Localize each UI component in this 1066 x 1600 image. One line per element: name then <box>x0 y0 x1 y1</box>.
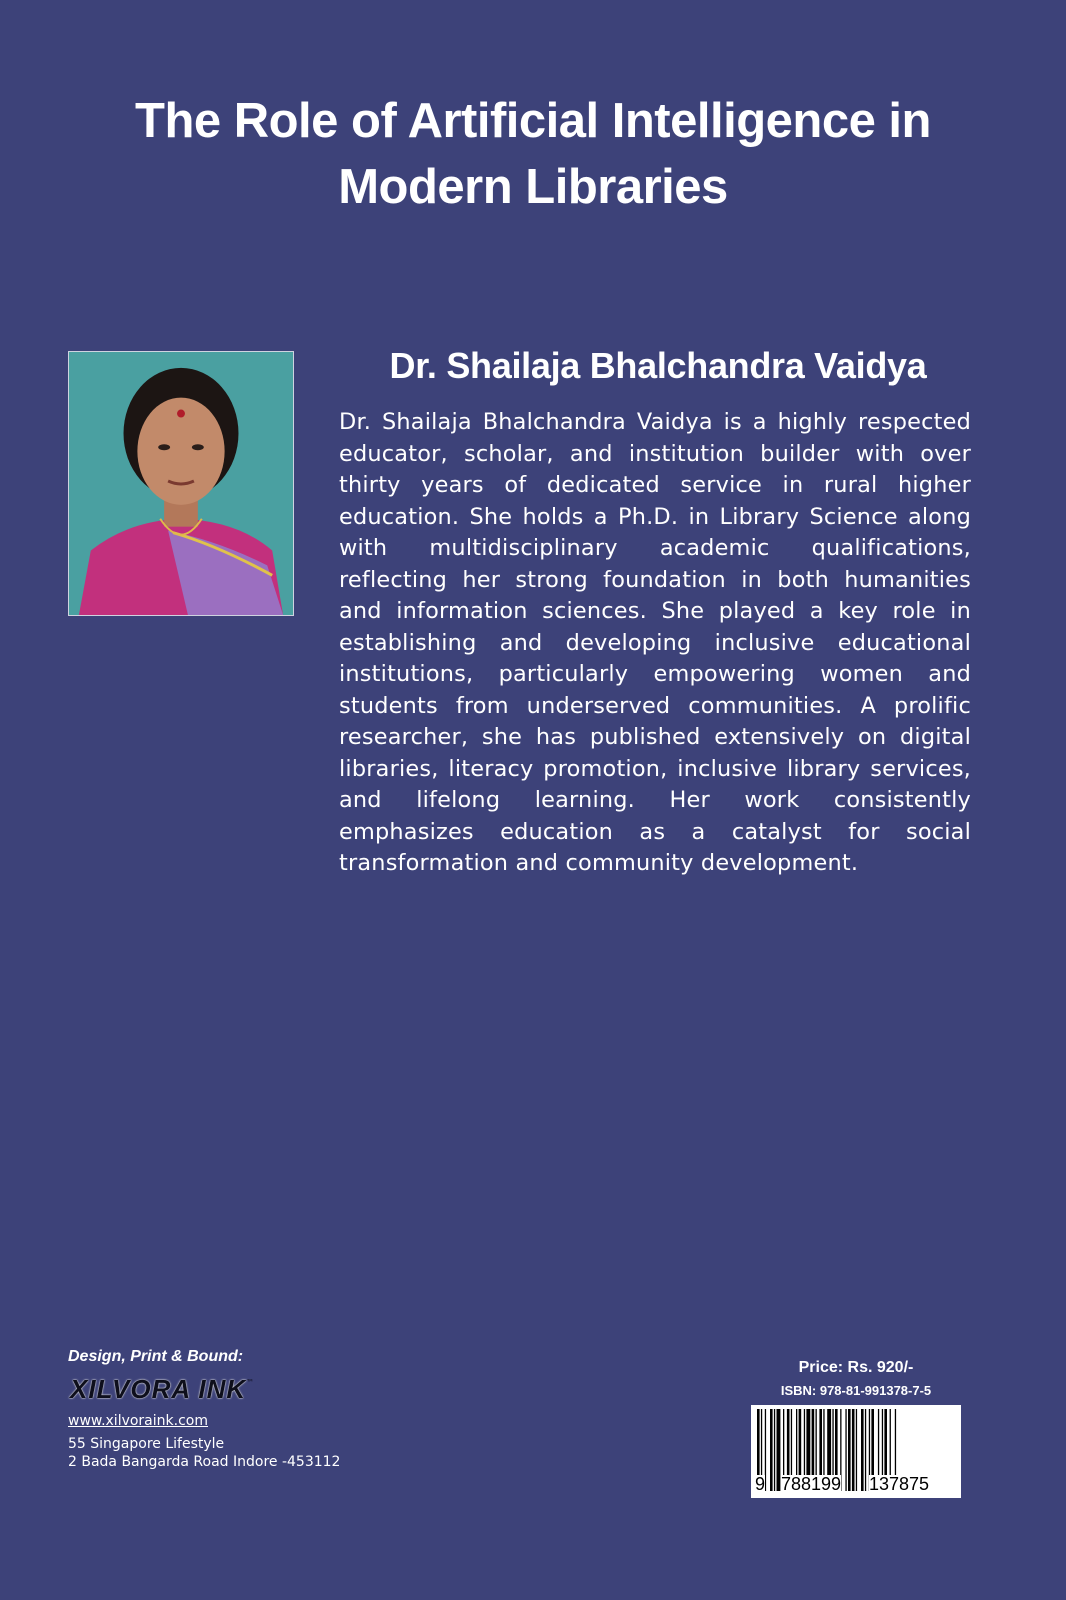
book-title: The Role of Artificial Intelligence in Modern Libraries <box>135 94 931 214</box>
credit-label: Design, Print & Bound: <box>68 1348 244 1365</box>
price-label: Price: Rs. 920/- <box>798 1359 914 1376</box>
publisher-address <box>68 1435 340 1471</box>
author-photo <box>68 351 294 616</box>
author-name: Dr. Shailaja Bhalchandra Vaidya <box>389 345 927 386</box>
barcode-right-digits: 137875 <box>869 1474 930 1494</box>
author-bio: Dr. Shailaja Bhalchandra Vaidya is a highly respected educator, scholar, and institution builder with over thirty years of dedicated service in rural higher education. She holds a Ph.D. in Library Science along with multidisciplinary academic qualifications, reflecting her strong foundation in both humanities and information sciences. She played a key role in establishing and developing inclusive educational institutions, particularly empowering women and students from underserved communities. A prolific researcher, she has published extensively on digital libraries, literacy promotion, inclusive library services, and lifelong learning. Her work consistently emphasizes education as a catalyst for social transformation and community development. <box>339 409 971 876</box>
isbn-label: ISBN: 978-81-991378-7-5 <box>780 1383 932 1398</box>
publisher-logo-text: XILVORA INK <box>70 1373 247 1404</box>
address-line-1: 55 Singapore Lifestyle <box>68 1436 225 1452</box>
publisher-website-link[interactable]: www.xilvoraink.com <box>68 1413 208 1429</box>
publisher-logo <box>70 1372 292 1406</box>
trademark-mark: ™ <box>246 1378 255 1387</box>
barcode-lead-digit: 9 <box>755 1474 766 1494</box>
barcode-left-digits: 788199 <box>781 1474 842 1494</box>
address-line-2: 2 Bada Bangarda Road Indore -453112 <box>68 1454 341 1470</box>
isbn-barcode <box>751 1405 961 1498</box>
